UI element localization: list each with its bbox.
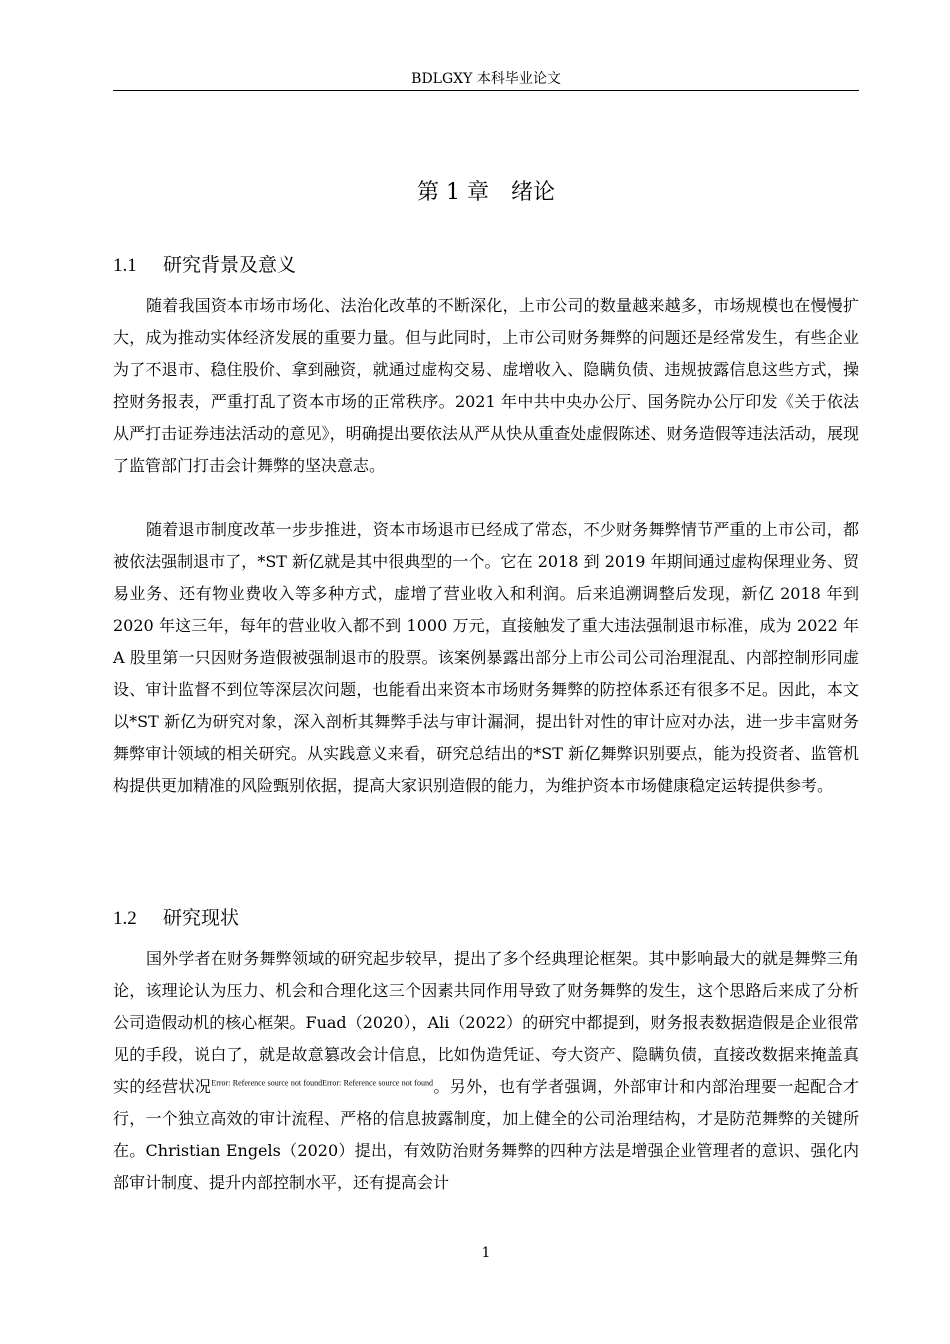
paragraph-text: 。另外，也有学者强调，外部审计和内部治理要一起配合才行，一个独立高效的审计流程、严格的信息披露制度，加上健全的公司治理结构，才是防范舞弊的关键所在。Christian Engels（2020）提出，有效防治财务舞弊的四种方法是增强企业管理者的意识、强化内部审计制度、提升内部控制水平，还有提高会计: [113, 1077, 859, 1192]
body-paragraph: 随着退市制度改革一步步推进，资本市场退市已经成了常态，不少财务舞弊情节严重的上市公司，都被依法强制退市了，*ST 新亿就是其中很典型的一个。它在 2018 到 2019 年期间通过虚构保理业务、贸易业务、还有物业费收入等多种方式，虚增了营业收入和利润。后来追溯调整后发现，新亿 2018 年到 2020 年这三年，每年的营业收入都不到 1000 万元，直接触发了重大违法强制退市标准，成为 2022 年 A 股里第一只因财务造假被强制退市的股票。该案例暴露出部分上市公司公司治理混乱、内部控制形同虚设、审计监督不到位等深层次问题，也能看出来资本市场财务舞弊的防控体系还有很多不足。因此，本文以*ST 新亿为研究对象，深入剖析其舞弊手法与审计漏洞，提出针对性的审计应对办法，进一步丰富财务舞弊审计领域的相关研究。从实践意义来看，研究总结出的*ST 新亿舞弊识别要点，能为投资者、监管机构提供更加精准的风险甄别依据，提高大家识别造假的能力，为维护资本市场健康稳定运转提供参考。: [113, 520, 859, 795]
section-title: 研究背景及意义: [163, 254, 297, 276]
running-header: BDLGXY 本科毕业论文: [411, 71, 561, 87]
section-number: 1.1: [113, 255, 137, 276]
section-number: 1.2: [113, 908, 137, 929]
header-rule: [113, 90, 859, 91]
section-heading-1-2: [113, 905, 859, 932]
page-number: 1: [481, 1245, 491, 1261]
body-paragraph: 随着我国资本市场市场化、法治化改革的不断深化，上市公司的数量越来越多，市场规模也在慢慢扩大，成为推动实体经济发展的重要力量。但与此同时，上市公司财务舞弊的问题还是经常发生，有些企业为了不退市、稳住股价、拿到融资，就通过虚构交易、虚增收入、隐瞒负债、违规披露信息这些方式，操控财务报表，严重打乱了资本市场的正常秩序。2021 年中共中央办公厅、国务院办公厅印发《关于依法从严打击证券违法活动的意见》，明确提出要依法从严从快从重查处虚假陈述、财务造假等违法活动，展现了监管部门打击会计舞弊的坚决意志。: [113, 296, 859, 475]
chapter-title: 第 1 章 绪论: [417, 180, 555, 205]
body-paragraph: [113, 943, 859, 1199]
reference-error-note: Error: Reference source not foundError: Reference source not found: [211, 1078, 433, 1088]
section-title: 研究现状: [163, 907, 240, 929]
paragraph-text: 国外学者在财务舞弊领域的研究起步较早，提出了多个经典理论框架。其中影响最大的就是舞弊三角论，该理论认为压力、机会和合理化这三个因素共同作用导致了财务舞弊的发生，这个思路后来成了分析公司造假动机的核心框架。Fuad（2020），Ali（2022）的研究中都提到，财务报表数据造假是企业很常见的手段，说白了，就是故意篡改会计信息，比如伪造凭证、夸大资产、隐瞒负债，直接改数据来掩盖真实的经营状况: [113, 949, 859, 1096]
section-heading-1-1: [113, 252, 859, 279]
